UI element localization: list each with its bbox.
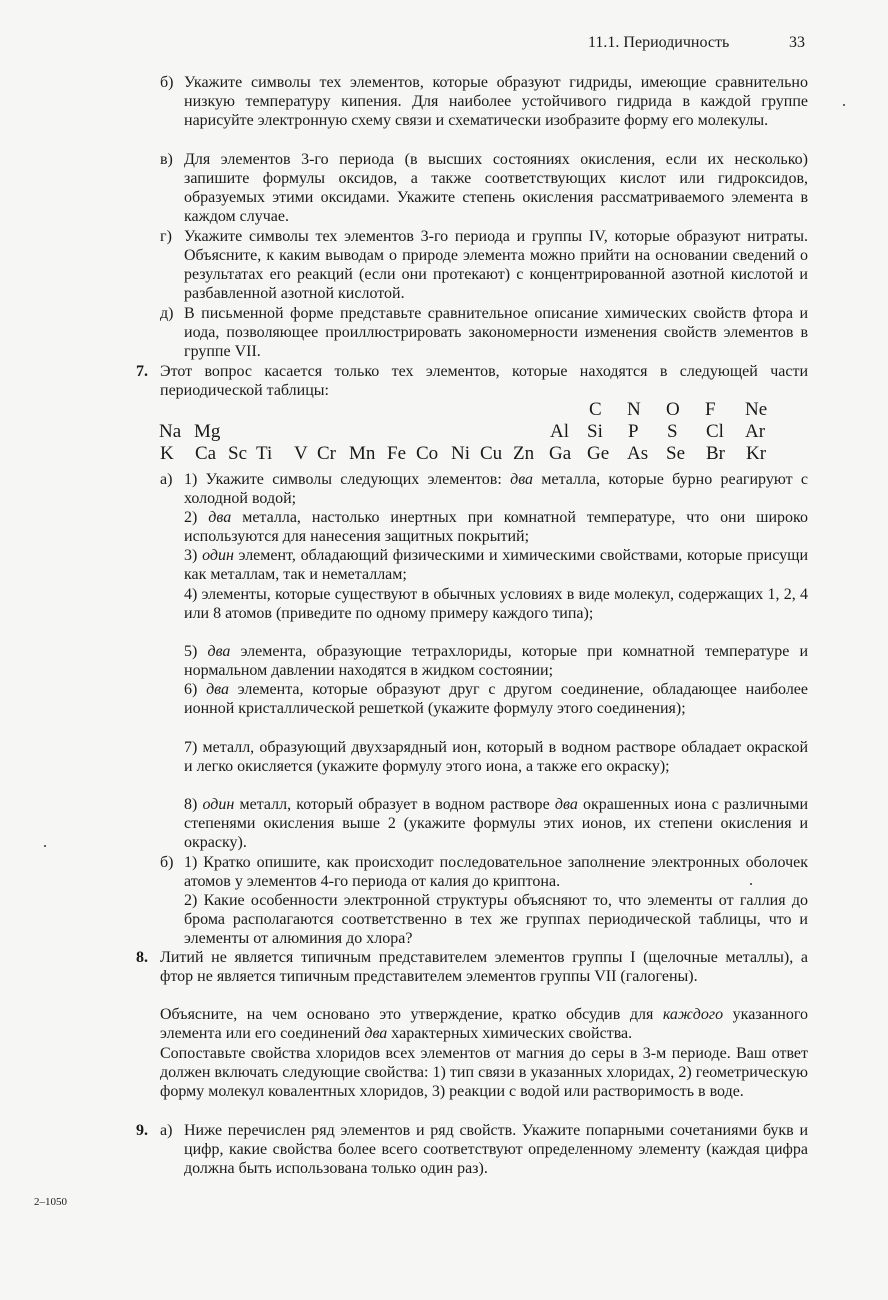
item-g-text: Укажите символы тех элементов 3-го периода и группы IV, которые образуют нитраты. Объясните, к каким выводам о природе элемента можно прийти на основании сведений о результатах его реакций (если они протекают) с концентрированной азотной кислотой и разбавленной азотной кислотой.	[184, 228, 808, 302]
scan-speck	[44, 845, 46, 847]
q7-a3-text: 3) один элемент, обладающий физическими и химическими свойствами, которые присущи как металлам, так и неметаллам;	[184, 547, 809, 583]
element-cell: Cu	[480, 443, 503, 464]
element-cell: Al	[550, 421, 569, 442]
element-cell: Ti	[256, 443, 273, 464]
q7-a8-text: 8) один металл, который образует в водном растворе два окрашенных иона с различными степенями окисления выше 2 (укажите формулы этих ионов, их степени окисления и окраску).	[184, 796, 809, 851]
item-b-text: Укажите символы тех элементов, которые образуют гидриды, имеющие сравнительно низкую температуру кипения. Для наиболее устойчивого гидрида в каждой группе нарисуйте электронную схему связи и схематически изобразите форму его молекулы.	[184, 74, 808, 129]
element-cell: Fe	[387, 443, 406, 464]
element-cell: O	[666, 399, 680, 420]
q7-a5-text: 5) два элемента, образующие тетрахлориды, которые при комнатной температуре и нормальном давлении находятся в жидком состоянии;	[184, 643, 809, 679]
element-cell: Kr	[746, 443, 767, 464]
element-cell: Zn	[513, 443, 535, 464]
element-cell: P	[628, 421, 639, 442]
question-8-p2: Объясните, на чем основано это утверждение, кратко обсудив для каждого указанного элемента или его соединений два характерных химических свойства.	[160, 1006, 809, 1042]
element-cell: Ar	[745, 421, 766, 442]
page-number: 33	[789, 34, 805, 51]
q7-a6-text: 6) два элемента, которые образуют друг с другом соединение, обладающее наиболее ионной кристаллической решеткой (укажите формулу этого соединения);	[184, 681, 809, 717]
item-v-label: в)	[160, 151, 173, 168]
printer-signature: 2–1050	[34, 1196, 67, 1208]
item-b-label: б)	[160, 74, 174, 91]
question-9-a-label: а)	[160, 1122, 173, 1139]
element-cell: Sc	[228, 443, 247, 464]
element-cell: Br	[706, 443, 725, 464]
element-cell: Ge	[587, 443, 610, 464]
question-7-text: Этот вопрос касается только тех элементов, которые находятся в следующей части периодической таблицы:	[160, 363, 808, 399]
running-title: 11.1. Периодичность	[588, 34, 730, 51]
q7-a4-text: 4) элементы, которые существуют в обычных условиях в виде молекул, содержащих 1, 2, 4 или 8 атомов (приведите по одному примеру каждого типа);	[184, 586, 808, 622]
element-cell: V	[294, 443, 308, 464]
element-cell: Ga	[549, 443, 572, 464]
table-row-3	[0, 443, 888, 465]
element-cell: As	[627, 443, 649, 464]
scan-speck	[843, 104, 845, 106]
subitem-b-label: б)	[160, 854, 174, 871]
element-cell: Se	[666, 443, 685, 464]
q7-b2-text: 2) Какие особенности электронной структуры объясняют то, что элементы от галлия до брома располагаются соответственно в тех же группах периодической таблицы, что и элементы от алюминия до хлора?	[184, 892, 808, 947]
element-cell: N	[627, 399, 641, 420]
question-8-number: 8.	[136, 949, 148, 966]
item-v-text: Для элементов 3-го периода (в высших состояниях окисления, если их несколько) запишите формулы оксидов, а также соответствующих кислот или гидроксидов, образуемых этими оксидами. Укажите степень окисления рассматриваемого элемента в каждом случае.	[184, 151, 808, 225]
element-cell: Ca	[195, 443, 217, 464]
subitem-a-label: а)	[160, 471, 173, 488]
question-9-number: 9.	[136, 1122, 148, 1139]
question-9-a-text: Ниже перечислен ряд элементов и ряд свойств. Укажите попарными сочетаниями букв и цифр, какие свойства более всего соответствуют определенному элементу (каждая цифра должна быть использована только один раз).	[184, 1122, 808, 1177]
question-8-p3: Сопоставьте свойства хлоридов всех элементов от магния до серы в 3-м периоде. Ваш ответ должен включать следующие свойства: 1) тип связи в указанных хлоридах, 2) геометрическую форму молекул ковалентных хлоридов, 3) реакции с водой или растворимость в воде.	[160, 1045, 808, 1100]
q7-b1-text: 1) Кратко опишите, как происходит последовательное заполнение электронных оболочек атомов у элементов 4-го периода от калия до криптона.	[184, 854, 808, 890]
element-cell: Cl	[706, 421, 724, 442]
element-cell: Ni	[451, 443, 470, 464]
scan-speck	[750, 883, 752, 885]
table-row-2	[0, 421, 888, 443]
q7-a2-text: 2) два металла, настолько инертных при комнатной температуре, что они широко используются для нанесения защитных покрытий;	[184, 509, 809, 545]
element-cell: Co	[416, 443, 439, 464]
element-cell: C	[589, 399, 602, 420]
element-cell: F	[705, 399, 716, 420]
element-cell: Ne	[745, 399, 768, 420]
item-d-label: д)	[160, 305, 174, 322]
q7-a1-text: 1) Укажите символы следующих элементов: два металла, которые бурно реагируют с холодной водой;	[184, 471, 808, 507]
element-cell: Mn	[349, 443, 376, 464]
table-row-1	[0, 399, 888, 421]
element-cell: Cr	[317, 443, 336, 464]
element-cell: Mg	[194, 421, 221, 442]
question-8-p1: Литий не является типичным представителем элементов группы I (щелочные металлы), а фтор не является типичным представителем элементов группы VII (галогены).	[160, 949, 808, 985]
item-d-text: В письменной форме представьте сравнительное описание химических свойств фтора и иода, позволяющее проиллюстрировать закономерности изменения свойств элементов в группе VII.	[184, 305, 808, 360]
element-cell: Si	[587, 421, 603, 442]
element-cell: K	[160, 443, 174, 464]
item-g-label: г)	[160, 228, 172, 245]
element-cell: S	[667, 421, 678, 442]
question-7-number: 7.	[136, 363, 148, 380]
element-cell: Na	[159, 421, 182, 442]
q7-a7-text: 7) металл, образующий двухзарядный ион, который в водном растворе обладает окраской и легко окисляется (укажите формулу этого иона, а также его окраску);	[184, 739, 808, 775]
